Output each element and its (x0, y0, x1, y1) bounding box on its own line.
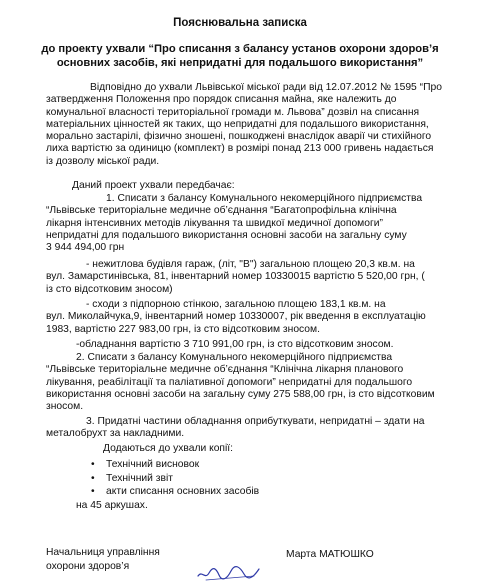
text-line: зносом. (46, 401, 84, 413)
paragraph-intro-legal (46, 82, 442, 168)
text-line: лікарня інтенсивних методів лікування та швидкої медичної допомоги” (46, 217, 383, 229)
text-line: охорони здоров’я (46, 560, 130, 572)
text-line: морально застарілі, фізично зношені, пошкоджені внаслідок аварії чи стихійного (46, 131, 432, 143)
text-line: “Львівське територіальне медичне об’єднання “Клінічна лікарня планового (46, 364, 404, 376)
item-1-garage (46, 259, 425, 296)
text-line: 3 944 494,00 грн (46, 242, 125, 254)
text-line: Начальниця управління (46, 547, 160, 558)
text-line: “Львівське територіальне медичне об’єднання “Багатопрофільна клінічна (46, 205, 397, 217)
signatory-title (46, 546, 160, 573)
text-line: вул. Замарстинівська, 81, інвентарний номер 10330015 вартістю 5 520,00 грн, ( (46, 271, 425, 283)
attachments-list (88, 458, 259, 499)
document-subtitle (0, 43, 480, 70)
attachment-item: • акти списання основних засобів (88, 485, 259, 499)
text-line: затвердження Положення про порядок списання майна, яке належить до (46, 94, 397, 106)
text-line: - нежитлова будівля гараж, (літ, "В") загальною площею 20,3 кв.м. на (86, 259, 415, 270)
item-1-equipment: -обладнання вартістю 3 710 991,00 грн, із сто відсотковим зносом. (76, 339, 394, 350)
item-2 (46, 352, 435, 413)
text-line: із сто відсотковим зносом) (46, 283, 173, 295)
text-line: 1983, вартістю 227 983,00 грн, із сто відсотковим зносом. (46, 323, 320, 335)
text-line: Відповідно до ухвали Львівської міської ради від 12.07.2012 № 1595 “Про (90, 82, 442, 93)
text-line: 3. Придатні частини обладнання оприбуткувати, непридатні – здати на (86, 416, 425, 427)
subtitle-line: до проекту ухвали “Про списання з балансу установ охорони здоров’я (41, 43, 439, 55)
item-1-stairs (46, 299, 426, 336)
text-line: лиха вартістю за одиницю (комплект) в розмірі понад 213 000 гривень надається (46, 143, 434, 155)
text-line: матеріальних цінностей як таких, що непридатні для подальшого використання, (46, 118, 429, 130)
text-line: використання основні засоби на загальну суму 275 588,00 грн, із сто відсотковим (46, 388, 435, 400)
item-3 (46, 416, 425, 441)
signatory-name: Марта МАТЮШКО (286, 549, 374, 560)
text-line: металобрухт за накладними. (46, 428, 185, 440)
pages-count: на 45 аркушах. (76, 500, 148, 511)
document-title: Пояснювальна записка (173, 17, 307, 29)
text-line: із дозволу міської ради. (46, 155, 160, 167)
item-1 (46, 193, 422, 254)
attachment-item: • Технічний звіт (88, 472, 259, 486)
handwritten-signature (196, 560, 262, 584)
text-line: - сходи з підпорною стінкою, загальною площею 183,1 кв.м. на (86, 299, 386, 310)
text-line: лікування, реабілітації та паліативної допомоги” непридатні для подальшого (46, 376, 413, 388)
text-line: непридатні для подальшого використання основні засоби на загальну суму (46, 229, 407, 241)
subtitle-line: основних засобів, які непридатні для подальшого використання” (56, 56, 424, 69)
text-line: 1. Списати з балансу Комунального некомерційного підприємства (106, 193, 423, 204)
proposal-intro: Даний проект ухвали передбачає: (72, 180, 235, 191)
text-line: вул. Миколайчука,9, інвентарний номер 10330007, рік введення в експлуатацію (46, 311, 426, 323)
text-line: комунальної власності територіальної громади м. Львова” дозвіл на списання (46, 106, 420, 118)
attachment-item: • Технічний висновок (88, 458, 259, 472)
attachments-heading: Додаються до ухвали копії: (103, 443, 234, 454)
text-line: 2. Списати з балансу Комунального некомерційного підприємства (76, 352, 393, 363)
